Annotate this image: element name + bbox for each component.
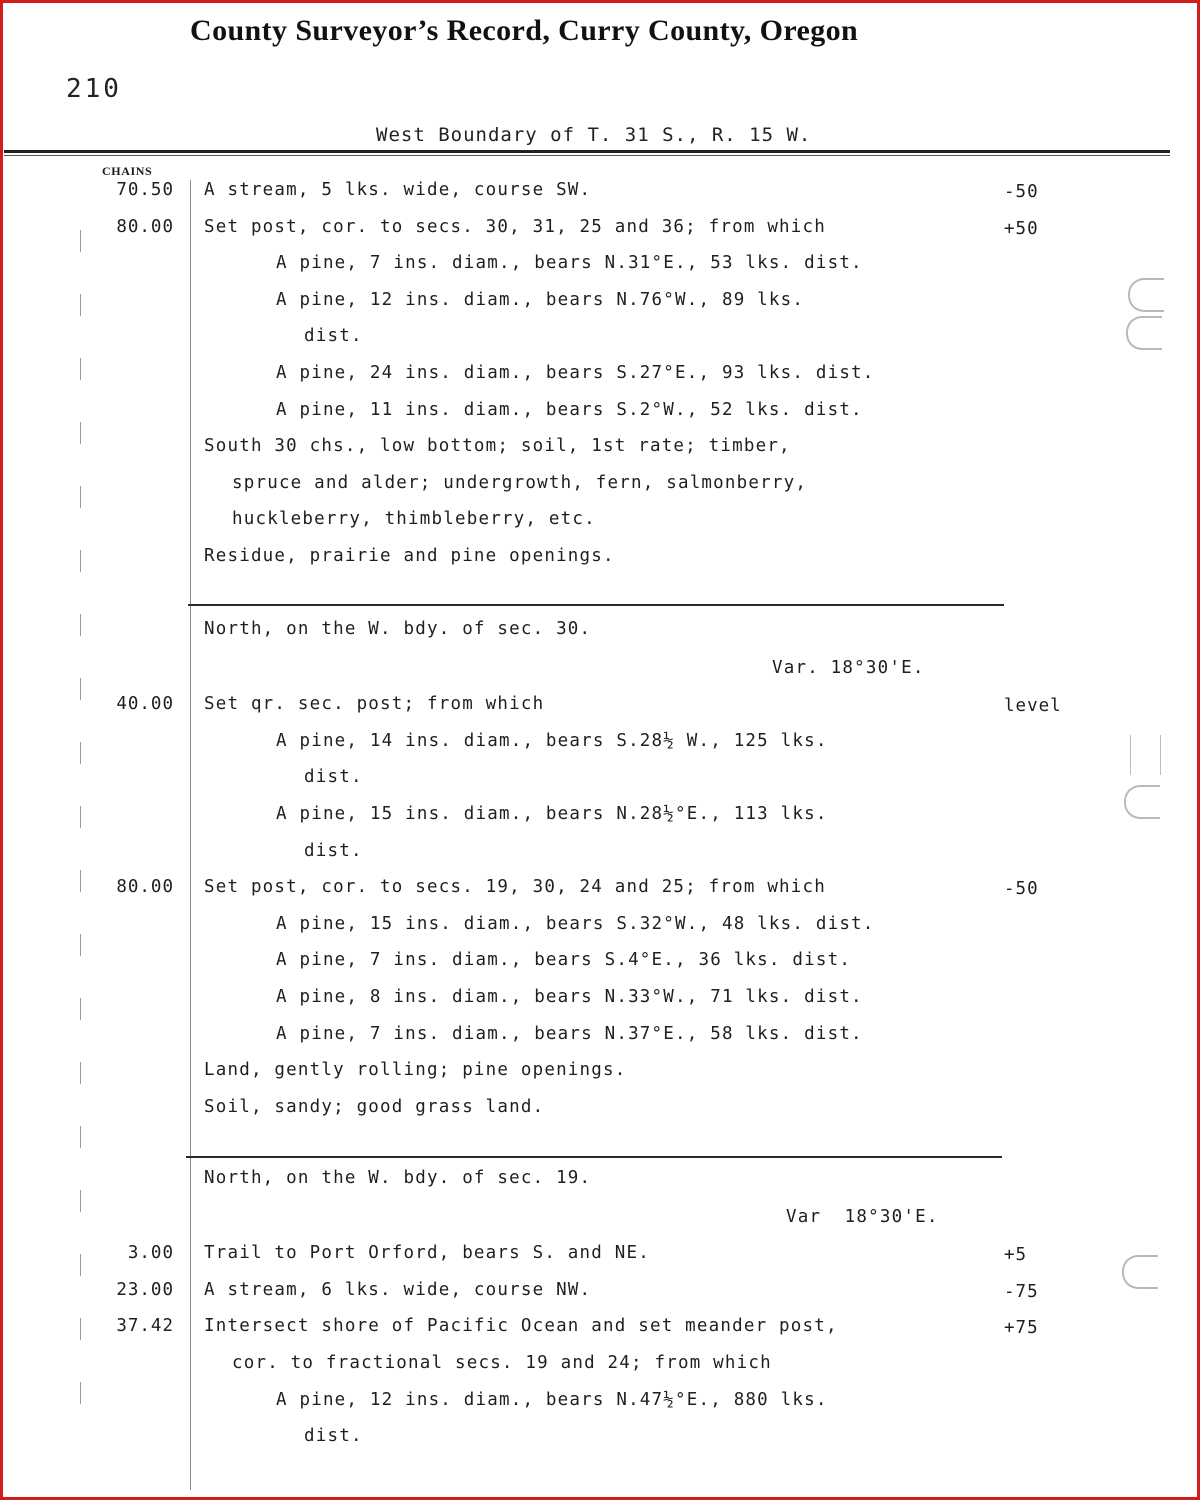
margin-rule (80, 230, 81, 1430)
chain-distance: 80.00 (116, 216, 174, 237)
field-note-line: Land, gently rolling; pine openings. (204, 1060, 627, 1081)
field-note-line: A pine, 15 ins. diam., bears N.28½°E., 113 lks. (276, 804, 828, 824)
field-note-line: dist. (304, 1426, 363, 1447)
section-heading: North, on the W. bdy. of sec. 30. (204, 619, 592, 639)
field-note-line: dist. (304, 767, 363, 788)
elevation-note: -75 (1004, 1281, 1039, 1302)
page-number: 210 (66, 74, 122, 104)
field-note-line: huckleberry, thimbleberry, etc. (232, 509, 596, 530)
field-note-line: Set post, cor. to secs. 19, 30, 24 and 25; from which (204, 877, 827, 898)
chains-column-label: CHAINS (102, 164, 153, 178)
elevation-note: +75 (1004, 1318, 1039, 1339)
field-note-line: Set post, cor. to secs. 30, 31, 25 and 36; from which (204, 216, 827, 237)
field-note-line: A pine, 7 ins. diam., bears N.37°E., 58 lks. dist. (276, 1023, 863, 1044)
elevation-note: level (1004, 696, 1062, 717)
field-note-line: A pine, 7 ins. diam., bears N.31°E., 53 lks. dist. (276, 253, 863, 274)
chain-distance: 37.42 (116, 1316, 174, 1337)
field-note-line: dist. (304, 326, 363, 347)
field-note-line: Residue, prairie and pine openings. (204, 546, 615, 566)
elevation-note: +5 (1004, 1245, 1028, 1266)
column-divider (190, 180, 191, 1490)
field-note-line: dist. (304, 840, 363, 861)
field-note-line: A pine, 11 ins. diam., bears S.2°W., 52 lks. dist. (276, 399, 863, 420)
field-note-line: Trail to Port Orford, bears S. and NE. (204, 1243, 650, 1264)
boundary-subtitle: West Boundary of T. 31 S., R. 15 W. (376, 124, 812, 146)
section-heading: North, on the W. bdy. of sec. 19. (204, 1168, 592, 1188)
chain-distance: 70.50 (116, 180, 174, 200)
field-note-line: spruce and alder; undergrowth, fern, salmonberry, (232, 472, 808, 493)
elevation-note: -50 (1004, 879, 1039, 900)
field-note-line: A pine, 14 ins. diam., bears S.28½ W., 125 lks. (276, 730, 828, 751)
field-note-line: cor. to fractional secs. 19 and 24; from which (232, 1353, 772, 1373)
field-note-line: A pine, 12 ins. diam., bears N.47½°E., 880 lks. (276, 1389, 828, 1410)
chain-distance: 23.00 (116, 1279, 174, 1300)
chain-distance: 40.00 (116, 694, 174, 715)
binder-hole (1128, 278, 1164, 312)
field-note-line: Soil, sandy; good grass land. (204, 1096, 545, 1117)
field-note-line: A pine, 24 ins. diam., bears S.27°E., 93 lks. dist. (276, 363, 875, 383)
field-note-line: A pine, 8 ins. diam., bears N.33°W., 71 lks. dist. (276, 987, 863, 1007)
field-note-line: A stream, 6 lks. wide, course NW. (204, 1279, 592, 1300)
header-rule-thin (4, 155, 1170, 156)
margin-mark (1160, 735, 1161, 775)
field-note-line: A pine, 7 ins. diam., bears S.4°E., 36 lks. dist. (276, 950, 852, 971)
elevation-note: -50 (1004, 182, 1039, 202)
magnetic-variation: Var 18°30'E. (786, 1206, 939, 1227)
chain-distance: 80.00 (116, 877, 174, 898)
field-note-line: A stream, 5 lks. wide, course SW. (204, 180, 592, 200)
field-note-line: A pine, 12 ins. diam., bears N.76°W., 89 lks. (276, 289, 805, 310)
field-note-line: Intersect shore of Pacific Ocean and set meander post, (204, 1316, 838, 1337)
binder-hole (1126, 316, 1162, 350)
header-rule (4, 150, 1170, 153)
section-divider (188, 604, 1004, 606)
elevation-note: +50 (1004, 218, 1039, 239)
record-title: County Surveyor’s Record, Curry County, Oregon (190, 14, 859, 47)
field-note-line: South 30 chs., low bottom; soil, 1st rate; timber, (204, 436, 791, 457)
margin-mark (1130, 735, 1131, 775)
binder-hole (1124, 785, 1160, 819)
chain-distance: 3.00 (127, 1243, 174, 1264)
magnetic-variation: Var. 18°30'E. (772, 657, 925, 678)
field-note-line: A pine, 15 ins. diam., bears S.32°W., 48 lks. dist. (276, 913, 875, 934)
section-divider (186, 1156, 1002, 1158)
field-note-line: Set qr. sec. post; from which (204, 694, 545, 715)
binder-hole (1122, 1255, 1158, 1289)
